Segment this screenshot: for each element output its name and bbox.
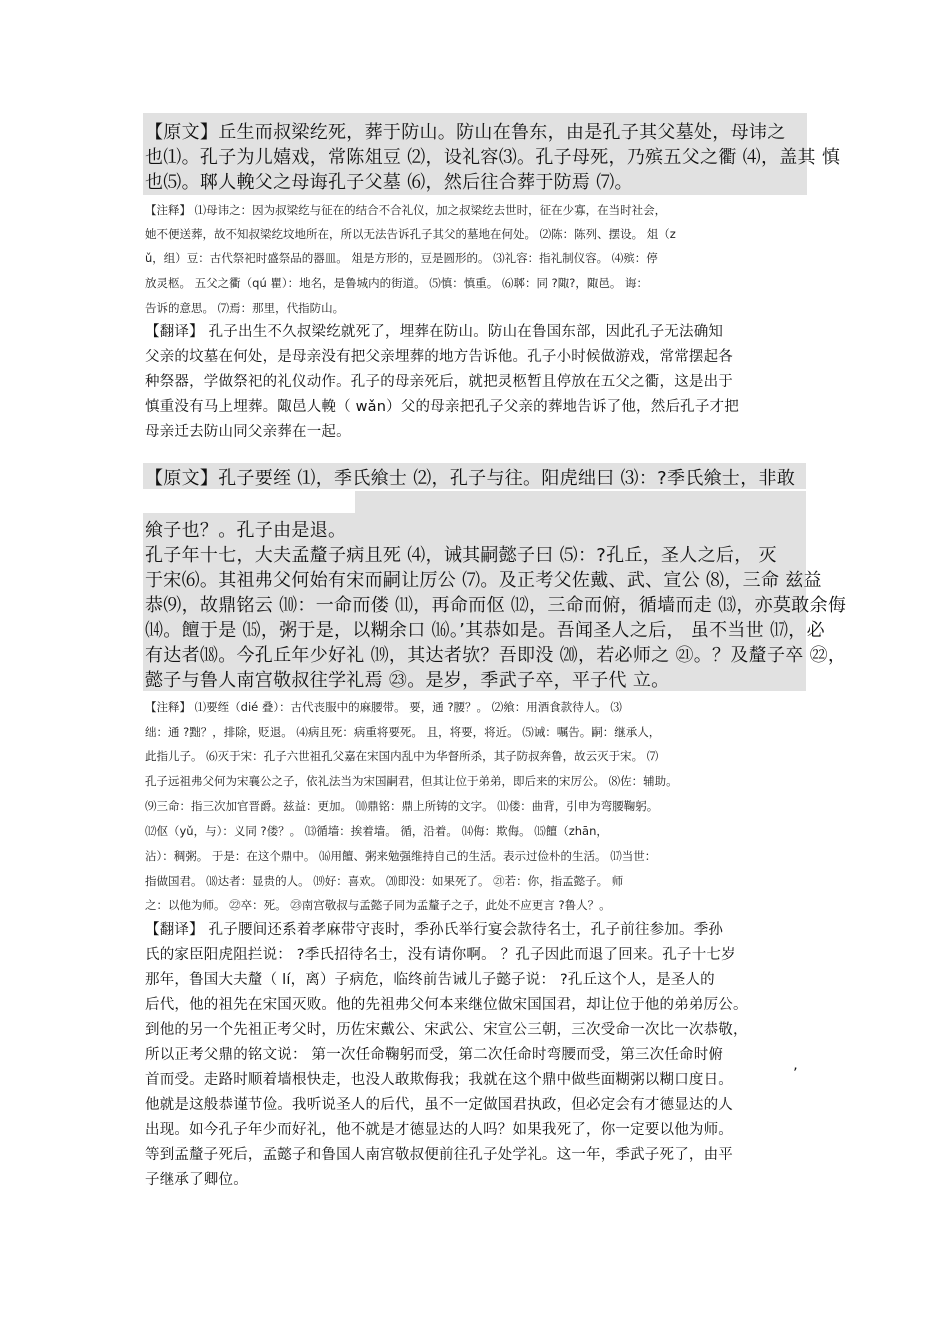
notes-line: ǔ，组）豆：古代祭祀时盛祭品的器皿。 俎是方形的，豆是圆形的。 ⑶礼容：指礼制仪容。 ⑷殡：停 bbox=[145, 251, 658, 265]
original-text-line: 【原文】丘生而叔梁纥死，葬于防山。防山在鲁东，由是孔子其父墓处，母讳之 bbox=[145, 122, 786, 143]
original-text-line: 有达者⒅。今孔丘年少好礼 ⒆，其达者欤？吾即没 ⒇，若必师之 ㉑。？及釐子卒 ㉒， bbox=[145, 645, 847, 666]
translation-line: 【翻译】 孔子出生不久叔梁纥就死了，埋葬在防山。防山在鲁国东部，因此孔子无法确知 bbox=[145, 324, 724, 340]
translation-line: 子继承了卿位。 bbox=[145, 1172, 248, 1188]
original-text-line: ⒁。饘于是 ⒂，粥于是，以糊余口 ⒃。’其恭如是。吾闻圣人之后， 虽不当世 ⒄，必 bbox=[145, 620, 825, 641]
notes-line: 她不便送葬，故不知叔梁纥坟地所在，所以无法告诉孔子其父的墓地在何处。 ⑵陈：陈列、摆设。 俎（z bbox=[145, 227, 676, 241]
original-text-line: 孔子年十七，大夫孟釐子病且死 ⑷，诫其嗣懿子曰 ⑸：?孔丘，圣人之后， 灭 bbox=[145, 545, 777, 566]
notes-line: 绌：通 ?黜？，排除，贬退。 ⑷病且死：病重将要死。 且，将要，将近。 ⑸诫：嘱告。嗣：继承人， bbox=[145, 725, 661, 739]
translation-line: 出现。如今孔子年少而好礼，他不就是才德显达的人吗？如果我死了，你一定要以他为师。 bbox=[145, 1122, 733, 1138]
notes-line: ⑿伛（yǔ，与）：义同 ?偻？。 ⒀循墙：挨着墙。 循，沿着。 ⒁侮：欺侮。 ⒂饘（zhān， bbox=[145, 824, 608, 838]
original-text-line: 【原文】孔子要绖 ⑴，季氏飨士 ⑵，孔子与往。阳虎绌曰 ⑶：?季氏飨士，非敢 bbox=[145, 468, 796, 489]
original-text-line: 懿子与鲁人南宫敬叔往学礼焉 ㉓。是岁，季武子卒，平子代 立。 bbox=[145, 670, 670, 691]
translation-line: 等到孟釐子死后，孟懿子和鲁国人南宫敬叔便前往孔子处学礼。这一年，季武子死了，由平 bbox=[145, 1147, 733, 1163]
notes-line: 告诉的意思。 ⑺焉：那里，代指防山。 bbox=[145, 301, 345, 315]
notes-line: 放灵柩。 五父之衢（qú 瞿）：地名，是鲁城内的街道。 ⑸慎：慎重。 ⑹郰：同 ?陬?，陬邑。 诲： bbox=[145, 276, 648, 290]
translation-line: 所以正考父鼎的铭文说： 第一次任命鞠躬而受，第二次任命时弯腰而受，第三次任命时俯 bbox=[145, 1047, 724, 1063]
notes-line: 此指儿子。 ⑹灭于宋：孔子六世祖孔父嘉在宋国内乱中为华督所杀，其子防叔奔鲁，故云灭于宋。 ⑺ bbox=[145, 749, 659, 763]
notes-line: 沾）：稠粥。 于是：在这个鼎中。 ⒃用饘、粥来勉强维持自己的生活。表示过俭朴的生活。 ⒄当世： bbox=[145, 849, 657, 863]
translation-line: 到他的另一个先祖正考父时，历佐宋戴公、宋武公、宋宣公三朝，三次受命一次比一次恭敬， bbox=[145, 1022, 748, 1038]
notes-line: 【注释】 ⑴母讳之：因为叔梁纥与征在的结合不合礼仪，加之叔梁纥去世时，征在少寡，在当时社会， bbox=[145, 203, 667, 217]
translation-line: 后代，他的祖先在宋国灭败。他的先祖弗父何本来继位做宋国国君，却让位于他的弟弟厉公。 bbox=[145, 997, 748, 1013]
translation-line: 氏的家臣阳虎阻拦说： ?季氏招待名士，没有请你啊。 ？孔子因此而退了回来。孔子十七岁 bbox=[145, 947, 736, 963]
notes-line: 之：以他为师。 ㉒卒：死。 ㉓南宫敬叔与孟懿子同为孟釐子之子，此处不应更言 ?鲁人？。 bbox=[145, 898, 611, 912]
translation-line: 他就是这般恭谨节俭。我听说圣人的后代，虽不一定做国君执政，但必定会有才德显达的人 bbox=[145, 1097, 733, 1113]
translation-line: 慎重没有马上埋葬。陬邑人輓（ wǎn）父的母亲把孔子父亲的葬地告诉了他，然后孔子才把 bbox=[145, 399, 739, 415]
original-text-highlight bbox=[355, 491, 806, 513]
translation-line: 父亲的坟墓在何处，是母亲没有把父亲埋葬的地方告诉他。孔子小时候做游戏，常常摆起各 bbox=[145, 349, 733, 365]
original-text-line: 于宋⑹。其祖弗父何始有宋而嗣让厉公 ⑺。及正考父佐戴、武、宣公 ⑻，三命 兹益 bbox=[145, 570, 822, 591]
translation-line: 首而受。走路时顺着墙根快走，也没人敢欺侮我；我就在这个鼎中做些面糊粥以糊口度日。 bbox=[145, 1072, 733, 1088]
translation-line: 母亲迁去防山同父亲葬在一起。 bbox=[145, 424, 351, 440]
notes-line: ⑼三命：指三次加官晋爵。兹益：更加。 ⑽鼎铭：鼎上所铸的文字。 ⑾偻：曲背，引申为弯腰鞠躬。 bbox=[145, 799, 659, 813]
translation-line: 【翻译】 孔子腰间还系着孝麻带守丧时，季孙氏举行宴会款待名士，孔子前往参加。季孙 bbox=[145, 922, 724, 938]
notes-line: 【注释】 ⑴要绖（dié 叠）：古代丧服中的麻腰带。 要，通 ?腰？。 ⑵飨：用酒食款待人。 ⑶ bbox=[145, 700, 622, 714]
stray-mark: ’ bbox=[793, 1066, 798, 1082]
original-text-line: 恭⑼，故鼎铭云 ⑽：一命而偻 ⑾，再命而伛 ⑿，三命而俯，循墙而走 ⒀，亦莫敢余侮 bbox=[145, 595, 847, 616]
original-text-line: 也⑸。郰人輓父之母诲孔子父墓 ⑹，然后往合葬于防焉 ⑺。 bbox=[145, 172, 633, 193]
original-text-line: 飨子也？。孔子由是退。 bbox=[145, 520, 347, 541]
original-text-line: 也⑴。孔子为儿嬉戏，常陈俎豆 ⑵，设礼容⑶。孔子母死，乃殡五父之衢 ⑷，盖其 慎 bbox=[145, 147, 841, 168]
notes-line: 孔子远祖弗父何为宋襄公之子，依礼法当为宋国嗣君，但其让位于弟弟，即后来的宋厉公。 ⑻佐：辅助。 bbox=[145, 774, 678, 788]
translation-line: 种祭器，学做祭祀的礼仪动作。孔子的母亲死后，就把灵柩暂且停放在五父之衢，这是出于 bbox=[145, 374, 733, 390]
notes-line: 指做国君。 ⒅达者：显贵的人。 ⒆好：喜欢。 ⒇即没：如果死了。 ㉑若：你，指孟懿子。 师 bbox=[145, 874, 624, 888]
translation-line: 那年，鲁国大夫釐（ lí，离）子病危，临终前告诫儿子懿子说： ?孔丘这个人，是圣人的 bbox=[145, 972, 715, 988]
